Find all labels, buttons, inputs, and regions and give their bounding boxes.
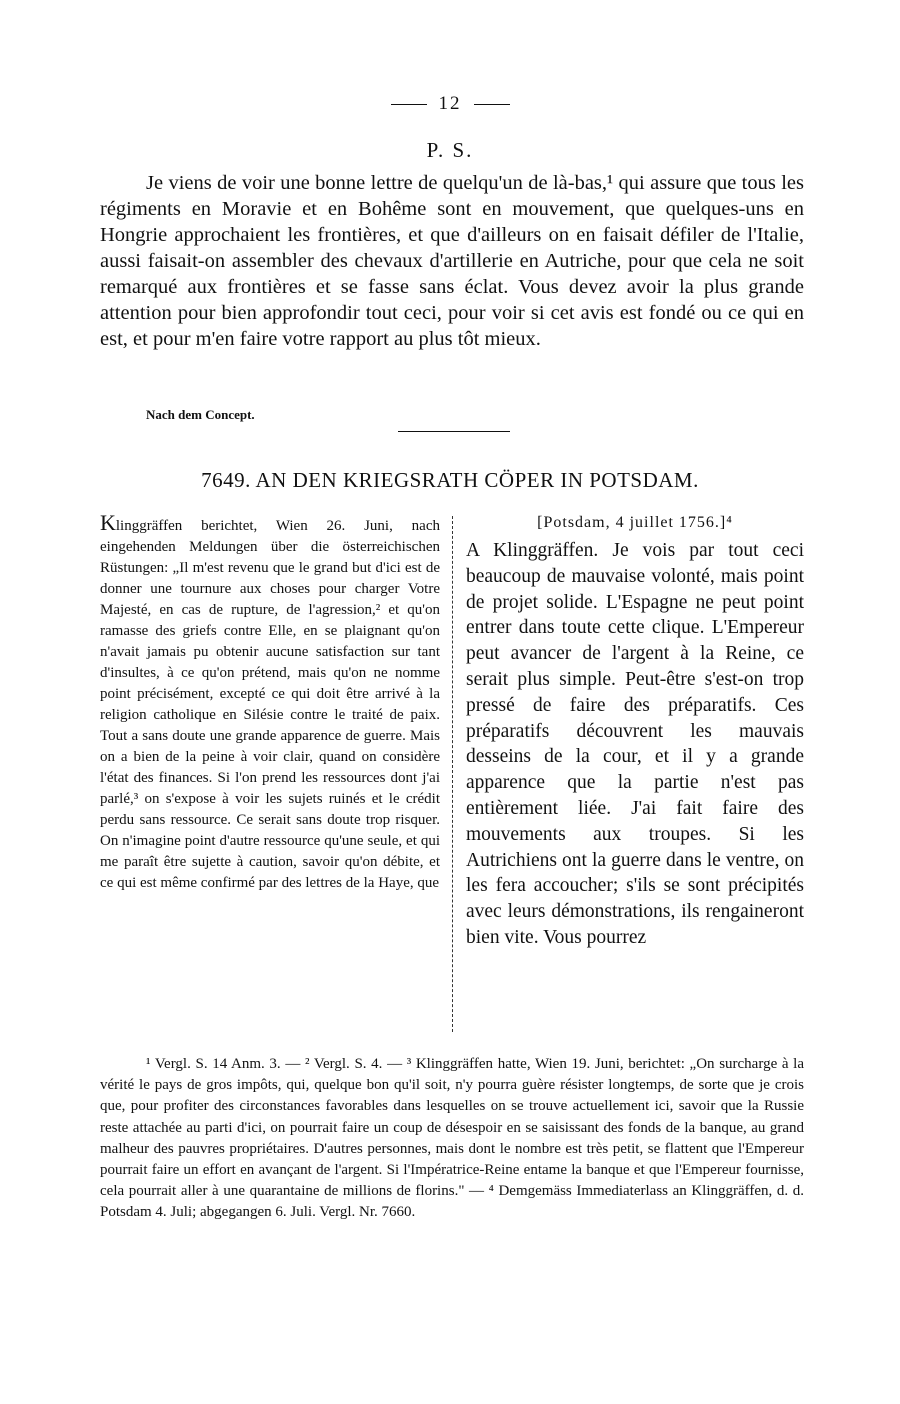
source-note: Nach dem Concept. [146, 407, 255, 422]
footnotes: ¹ Vergl. S. 14 Anm. 3. — ² Vergl. S. 4. — ³ Klinggräffen hatte, Wien 19. Juni, berichtet: „On surcharge à la vérité le pays de gros impôts, qui, quelque bon qu'il soit, n'y pourra guère résister longtemps, de sorte que je crois que, pour profiter des circonstances favorables dans lesquelles on se trouve actuellement ici, savoir que la Russie reste attachée au parti d'ici, on pourrait faire un coup de désespoir en se saisissant des fonds de la banque, au grand malheur des pauvres propriétaires. D'autres personnes, mais dont le nombre est très petit, se flattent que l'Empereur pourrait faire un effort en avançant de l'argent. Si l'Impératrice-Reine entame la banque et que l'Empereur fournisse, cela pourrait aller à une quarantaine de millions de florins." — ⁴ Demgemäss Immediaterlass an Klinggräffen, d. d. Potsdam 4. Juli; abgegangen 6. Juli. Vergl. Nr. 7660. [100, 1056, 804, 1221]
section-divider [398, 431, 510, 432]
postscript-body: Je viens de voir une bonne lettre de quelqu'un de là-bas,¹ qui assure que tous les régiments en Moravie et en Bohême sont en mouvement, que quelques-uns en Hongrie approchaient les frontières, et que d'ailleurs on en faisait défiler de l'Italie, aussi faisait-on assembler des chevaux d'artillerie en Autriche, pour que cela ne soit remarqué aux frontières et se fasse sans éclat. Vous devez avoir la plus grande attention pour bien approfondir tout ceci, pour voir si cet avis est fondé ou ce qui en est, et pour m'en faire votre rapport au plus tôt mieux. [100, 172, 804, 350]
page-number-dash-left [391, 104, 427, 105]
right-column-reply [466, 512, 804, 951]
right-column-text: A Klinggräffen. Je vois par tout ceci beaucoup de mauvaise volonté, mais point de projet solide. L'Espagne ne peut point entrer dans toute cette clique. L'Empereur peut avancer de l'argent à la Reine, ce serait plus simple. Peut-être s'est-on trop pressé de faire des préparatifs. Ces préparatifs découvrent les mauvais desseins de la cour, et il y a grande apparence que la partie n'est pas entièrement liée. J'ai fait faire des mouvements aux troupes. Si les Autrichiens ont la guerre dans le ventre, on les fera accoucher; s'ils se sont précipités avec leurs démonstrations, ils rengaineront bien vite. Vous pourrez [466, 540, 804, 948]
dateline: [Potsdam, 4 juillet 1756.]⁴ [537, 514, 733, 531]
postscript-heading: P. S. [426, 138, 474, 162]
page-number-dash-right [474, 104, 510, 105]
column-divider [452, 516, 453, 1032]
left-column-text: linggräffen berichtet, Wien 26. Juni, nach eingehenden Meldungen über die österreichischen Rüstungen: „Il m'est revenu que le grand but d'ici est de donner une tournure aux choses pour charger Votre Majesté, en cas de rupture, de l'agression,² et qu'on ramasse des griefs contre Elle, en se plaignant qu'on n'avait jamais pu obtenir aucune satisfaction sur tant d'insultes, à ce qu'on prétend, mais qu'on ne nomme point précisément, excepté ce qui doit être arrivé à la religion catholique en Silésie contre le traité de paix. Tout a sans doute une grande apparence de guerre. Mais on a bien de la peine à voir clair, quand on considère l'état des finances. Si l'on prend les ressources dont j'ai parlé,³ on s'expose à voir les sujets ruinés et le crédit perdu sans ressource. Ce serait sans doute trop risquer. On n'imagine point d'autre ressource qu'une seule, et qui me paraît être sujette à caution, savoir qu'on débite, et ce qui est même confirmé par des lettres de la Haye, que [100, 518, 440, 891]
page-number [0, 93, 900, 115]
document-title: 7649. AN DEN KRIEGSRATH CÖPER IN POTSDAM. [201, 468, 699, 492]
left-column-report [100, 512, 440, 894]
dropcap-letter: K [100, 510, 116, 535]
page-number-text: 12 [438, 93, 462, 114]
